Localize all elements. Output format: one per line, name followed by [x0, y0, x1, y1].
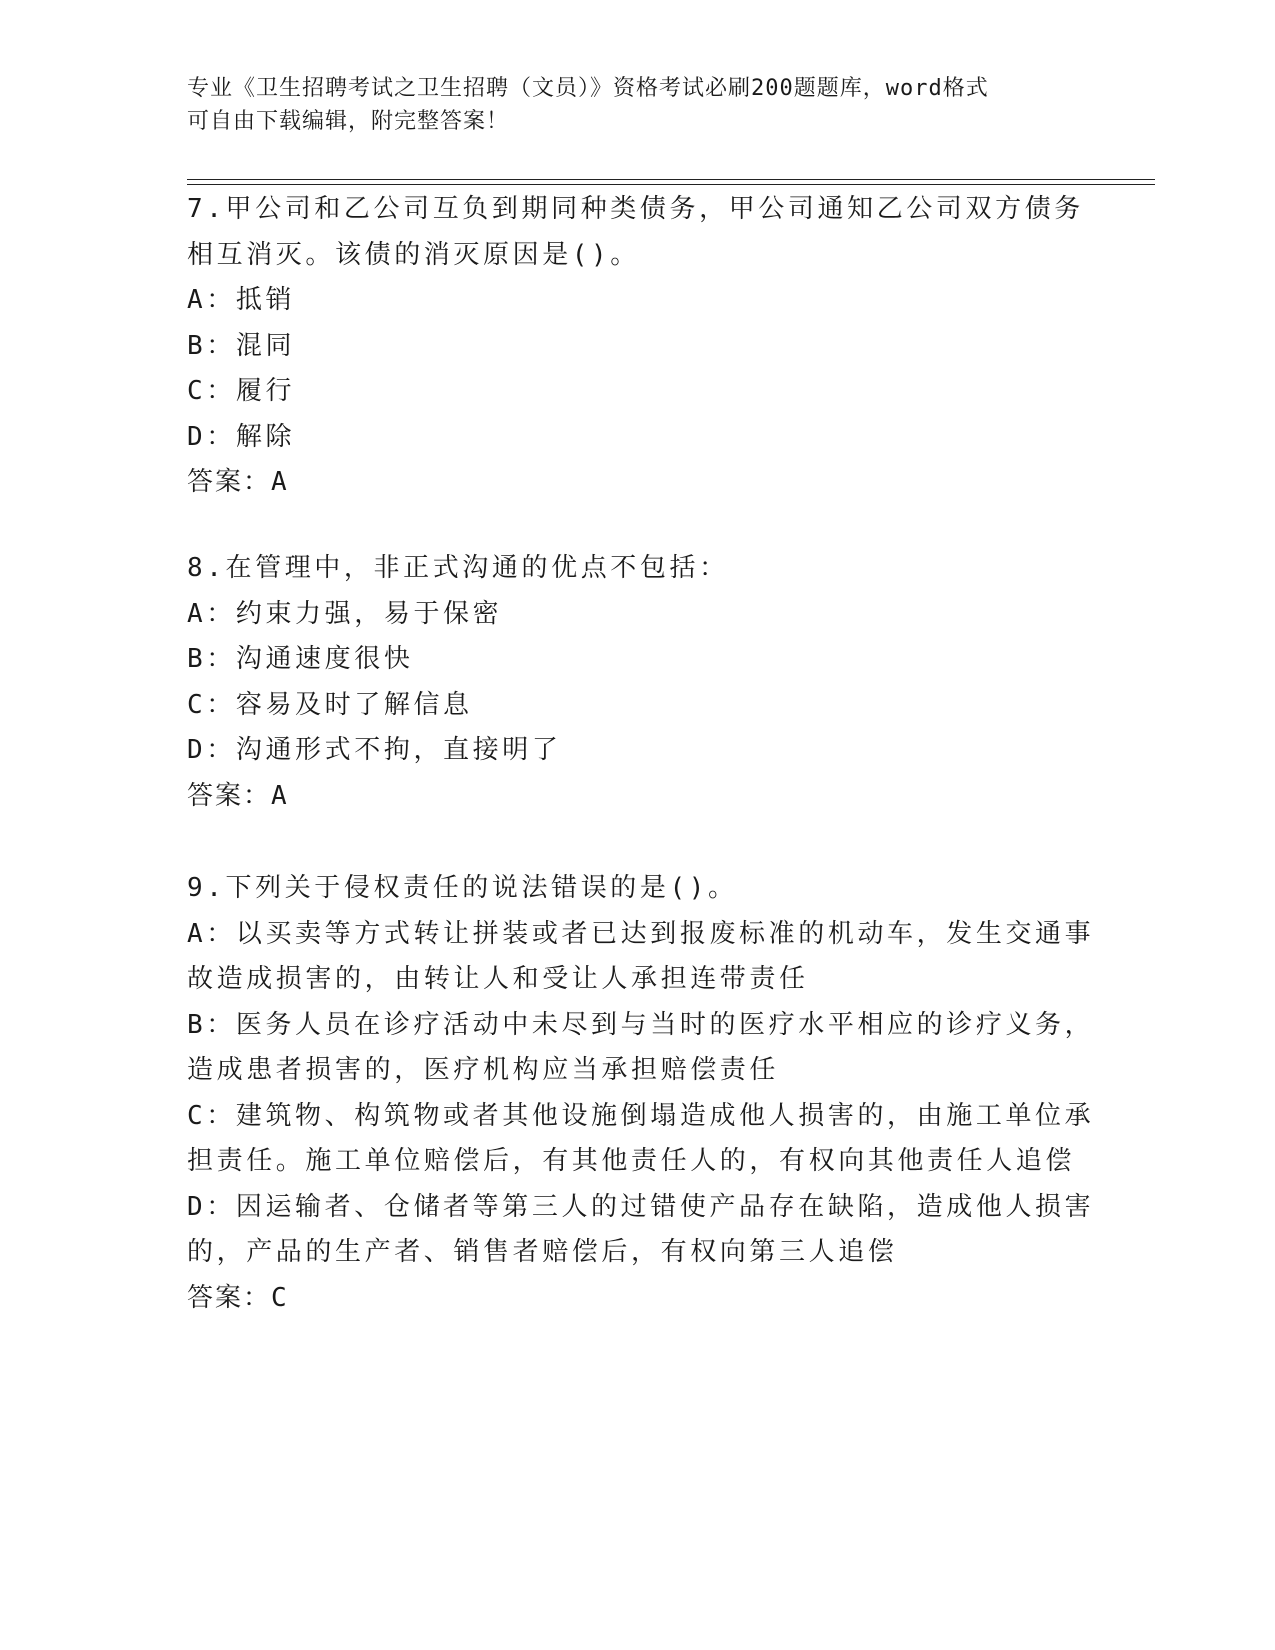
answer-value: A	[271, 780, 288, 811]
question-stem-line: 8.在管理中，非正式沟通的优点不包括：	[187, 553, 729, 583]
answer-line	[187, 774, 1087, 820]
answer-value: A	[271, 467, 288, 497]
question-stem-line: 7.甲公司和乙公司互负到期同种类债务，甲公司通知乙公司双方债务	[187, 194, 1084, 224]
header-line-1: 专业《卫生招聘考试之卫生招聘（文员）》资格考试必刷200题题库，word格式	[187, 76, 989, 101]
question-7	[187, 187, 1087, 506]
option-b: B：沟通速度很快	[187, 644, 414, 674]
header-divider-bottom	[187, 184, 1155, 185]
question-stem-line: 9.下列关于侵权责任的说法错误的是()。	[187, 873, 738, 903]
option-c-line-1: C：建筑物、构筑物或者其他设施倒塌造成他人损害的，由施工单位承	[187, 1100, 1095, 1131]
option-a-line-2: 故造成损害的，由转让人和受让人承担连带责任	[187, 964, 809, 994]
option-d-line-1: D：因运输者、仓储者等第三人的过错使产品存在缺陷，造成他人损害	[187, 1191, 1095, 1222]
answer-label: 答案：	[187, 1282, 272, 1313]
question-8	[187, 546, 1087, 819]
option-c: C：容易及时了解信息	[187, 689, 473, 720]
option-d: D：沟通形式不拘，直接明了	[187, 735, 562, 765]
option-a: A：抵销	[187, 285, 296, 315]
document-header	[187, 72, 1067, 138]
header-line-2: 可自由下载编辑，附完整答案！	[187, 109, 510, 134]
question-stem-line: 相互消灭。该债的消灭原因是()。	[187, 239, 640, 270]
option-b: B：混同	[187, 330, 296, 361]
answer-label: 答案：	[187, 467, 272, 497]
option-c: C：履行	[187, 376, 296, 406]
answer-line	[187, 460, 1087, 506]
question-9	[187, 866, 1095, 1321]
option-d-line-2: 的，产品的生产者、销售者赔偿后，有权向第三人追偿	[187, 1237, 898, 1267]
answer-label: 答案：	[187, 780, 272, 811]
option-a: A：约束力强，易于保密	[187, 598, 503, 629]
option-b-line-1: B：医务人员在诊疗活动中未尽到与当时的医疗水平相应的诊疗义务，	[187, 1009, 1095, 1040]
answer-line	[187, 1276, 1087, 1322]
option-c-line-2: 担责任。施工单位赔偿后，有其他责任人的，有权向其他责任人追偿	[187, 1146, 1076, 1176]
header-divider-top	[187, 179, 1155, 180]
option-a-line-1: A：以买卖等方式转让拼装或者已达到报废标准的机动车，发生交通事	[187, 918, 1095, 949]
answer-value: C	[271, 1282, 288, 1313]
option-d: D：解除	[187, 421, 296, 452]
option-b-line-2: 造成患者损害的，医疗机构应当承担赔偿责任	[187, 1055, 780, 1085]
